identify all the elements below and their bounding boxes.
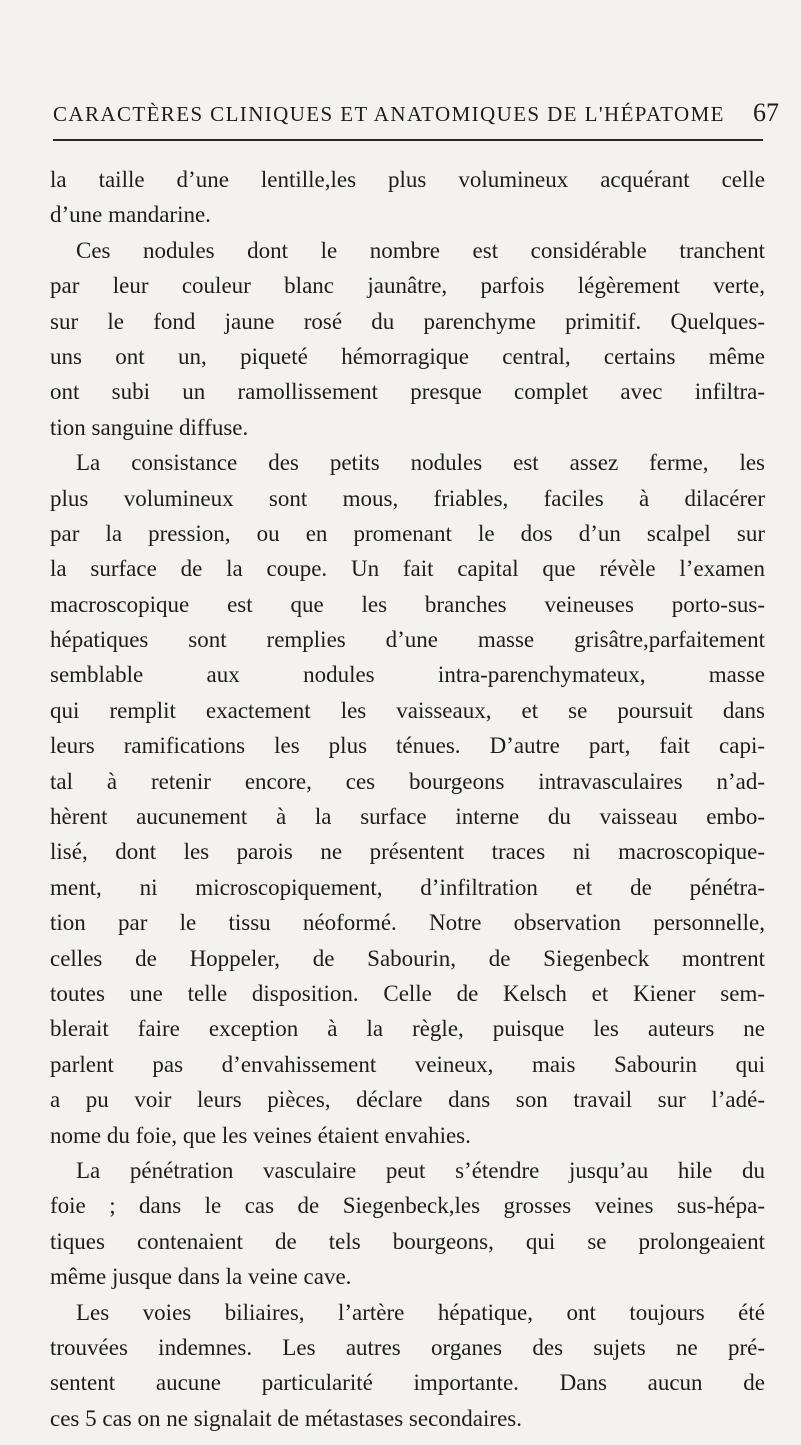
text-line: plus volumineux sont mous, friables, faciles à dilacérer bbox=[50, 485, 765, 511]
text-line: d’une mandarine. bbox=[50, 202, 211, 228]
body-text bbox=[50, 162, 765, 1436]
text-line: toutes une telle disposition. Celle de Kelsch et Kiener sem- bbox=[50, 980, 765, 1006]
text-line: a pu voir leurs pièces, déclare dans son travail sur l’adé- bbox=[50, 1087, 765, 1113]
text-line: hèrent aucunement à la surface interne du vaisseau embo- bbox=[50, 804, 765, 830]
text-line: par leur couleur blanc jaunâtre, parfois légèrement verte, bbox=[50, 273, 765, 299]
text-line: la taille d’une lentille,les plus volumineux acquérant celle bbox=[50, 167, 765, 192]
text-line: lisé, dont les parois ne présentent traces ni macroscopique- bbox=[50, 839, 765, 865]
text-line: leurs ramifications les plus ténues. D’autre part, fait capi- bbox=[50, 733, 765, 759]
text-line: Les voies biliaires, l’artère hépatique, ont toujours été bbox=[76, 1299, 765, 1325]
running-title: CARACTÈRES CLINIQUES ET ANATOMIQUES DE L'HÉPATOME bbox=[53, 102, 725, 126]
text-line: ont subi un ramollissement presque complet avec infiltra- bbox=[50, 379, 765, 405]
text-line: foie ; dans le cas de Siegenbeck,les grosses veines sus-hépa- bbox=[50, 1193, 765, 1219]
text-line: qui remplit exactement les vaisseaux, et se poursuit dans bbox=[50, 697, 765, 723]
text-line: hépatiques sont remplies d’une masse grisâtre,parfaitement bbox=[50, 627, 765, 653]
header-rule bbox=[53, 139, 763, 141]
text-line: blerait faire exception à la règle, puisque les auteurs ne bbox=[50, 1016, 765, 1042]
text-line: par la pression, ou en promenant le dos d’un scalpel sur bbox=[50, 520, 765, 546]
text-line: ment, ni microscopiquement, d’infiltration et de pénétra- bbox=[50, 874, 765, 900]
page-number: 67 bbox=[753, 98, 779, 127]
text-line: ces 5 cas on ne signalait de métastases secondaires. bbox=[50, 1405, 522, 1431]
text-line: même jusque dans la veine cave. bbox=[50, 1264, 352, 1290]
text-line: tion par le tissu néoformé. Notre observation personnelle, bbox=[50, 910, 765, 936]
text-line: tion sanguine diffuse. bbox=[50, 414, 249, 440]
text-line: macroscopique est que les branches veineuses porto-sus- bbox=[50, 591, 765, 617]
text-line: parlent pas d’envahissement veineux, mais Sabourin qui bbox=[50, 1051, 765, 1077]
text-line: trouvées indemnes. Les autres organes des sujets ne pré- bbox=[50, 1334, 765, 1360]
text-line: celles de Hoppeler, de Sabourin, de Siegenbeck montrent bbox=[50, 945, 765, 971]
text-line: nome du foie, que les veines étaient envahies. bbox=[50, 1122, 471, 1148]
text-line: semblable aux nodules intra-parenchymateux, masse bbox=[50, 662, 765, 688]
text-line: sur le fond jaune rosé du parenchyme primitif. Quelques- bbox=[50, 308, 765, 334]
text-line: Ces nodules dont le nombre est considérable tranchent bbox=[76, 237, 765, 263]
running-head bbox=[53, 100, 793, 132]
text-line: La pénétration vasculaire peut s’étendre jusqu’au hile du bbox=[76, 1157, 765, 1183]
text-line: tal à retenir encore, ces bourgeons intravasculaires n’ad- bbox=[50, 768, 765, 794]
text-line: la surface de la coupe. Un fait capital que révèle l’examen bbox=[50, 556, 765, 582]
text-line: sentent aucune particularité importante. Dans aucun de bbox=[50, 1370, 765, 1396]
text-line: tiques contenaient de tels bourgeons, qui se prolongeaient bbox=[50, 1228, 765, 1254]
text-line: uns ont un, piqueté hémorragique central, certains même bbox=[50, 343, 765, 369]
text-line: La consistance des petits nodules est assez ferme, les bbox=[76, 450, 765, 476]
